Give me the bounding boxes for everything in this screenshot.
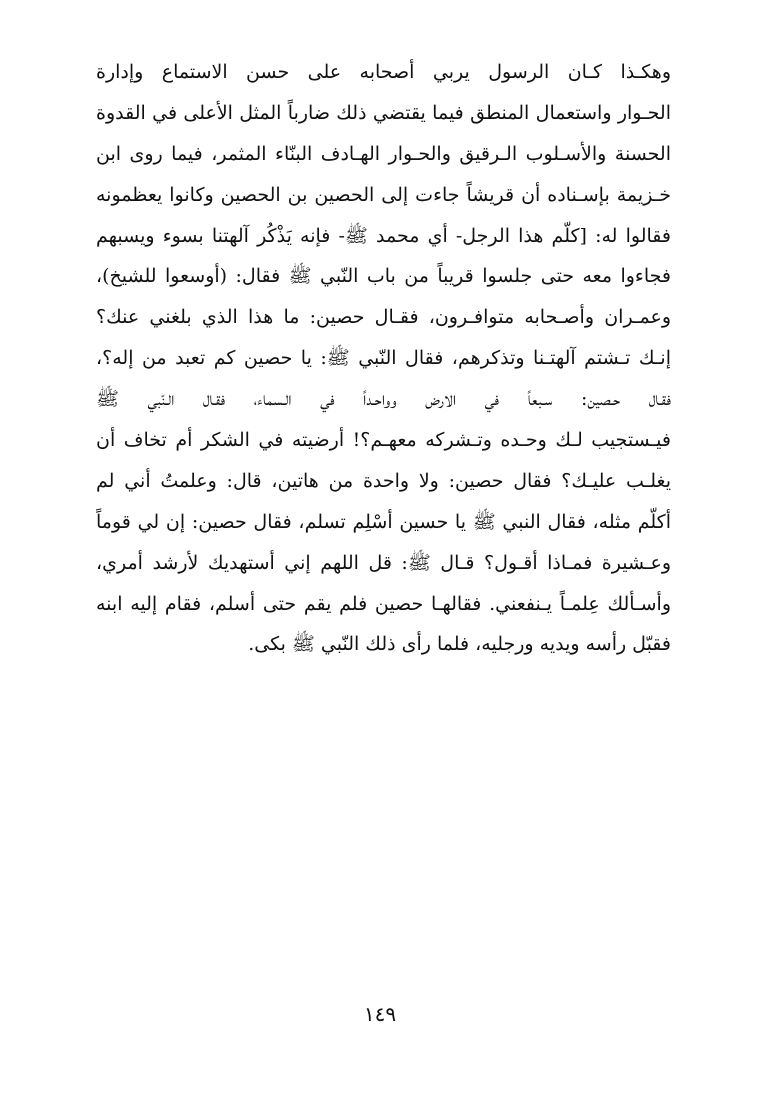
body-text <box>96 52 671 665</box>
text-line: فجاءوا معه حتى جلسوا قريباً من باب النّبي ﷺ فقال: (أوسعوا للشيخ)، <box>96 265 671 288</box>
text-line: وأسـألك عِلمـاً يـنفعني. فقالهـا حصين فلم يقم حتى أسلم، فقام إليه ابنه <box>96 592 671 615</box>
text-line: أكلّم مثله، فقال النبي ﷺ يا حسين أسْلِم تسلم، فقال حصين: إن لي قوماً <box>96 510 671 533</box>
text-line: الحسنة والأسـلوب الـرقيق والحـوار الهـادف البنّاء المثمر، فيما روى ابن <box>96 142 671 165</box>
text-line: وعـشيرة فمـاذا أقـول؟ قـال ﷺ: قل اللهم إني أستهديك لأرشد أمري، <box>96 551 671 574</box>
text-line: يغلـب عليـك؟ فقال حصين: ولا واحدة من هاتين، قال: وعلمتُ أني لم <box>96 469 671 492</box>
text-line: فقالوا له: [كلّم هذا الرجل- أي محمد ﷺ- فإنه يَذْكُر آلهتنا بسوء ويسبهم <box>96 224 671 247</box>
page-number: ١٤٩ <box>363 1002 397 1026</box>
text-line-last: فقبّل رأسه ويديه ورجليه، فلما رأى ذلك النّبي ﷺ بكى. <box>248 633 671 656</box>
text-line: فيـستجيب لـك وحـده وتـشركه معهـم؟! أرضيته في الشكر أم تخاف أن <box>96 429 671 452</box>
text-line: الحـوار واستعمال المنطق فيما يقتضي ذلك ضارباً المثل الأعلى في القدوة <box>96 101 671 124</box>
text-line: فقـال حـصين: سـبعاً في الارض وواحـداً في الـسماء، فقـال الـنّبي ﷺ <box>96 388 671 411</box>
text-line: إنـك تـشتم آلهتـنا وتذكرهم، فقال النّبي ﷺ: يا حصين كم تعبد من إله؟، <box>96 347 671 370</box>
text-line: وهكـذا كـان الرسول يربي أصحابه على حسن الاستماع وإدارة <box>96 61 671 83</box>
text-line: خـزيمة بإسـناده أن قريشاً جاءت إلى الحصين بن الحصين وكانوا يعظمونه <box>96 183 671 206</box>
text-line: وعمـران وأصـحابه متوافـرون، فقـال حصين: ما هذا الذي بلغني عنك؟ <box>96 306 671 329</box>
